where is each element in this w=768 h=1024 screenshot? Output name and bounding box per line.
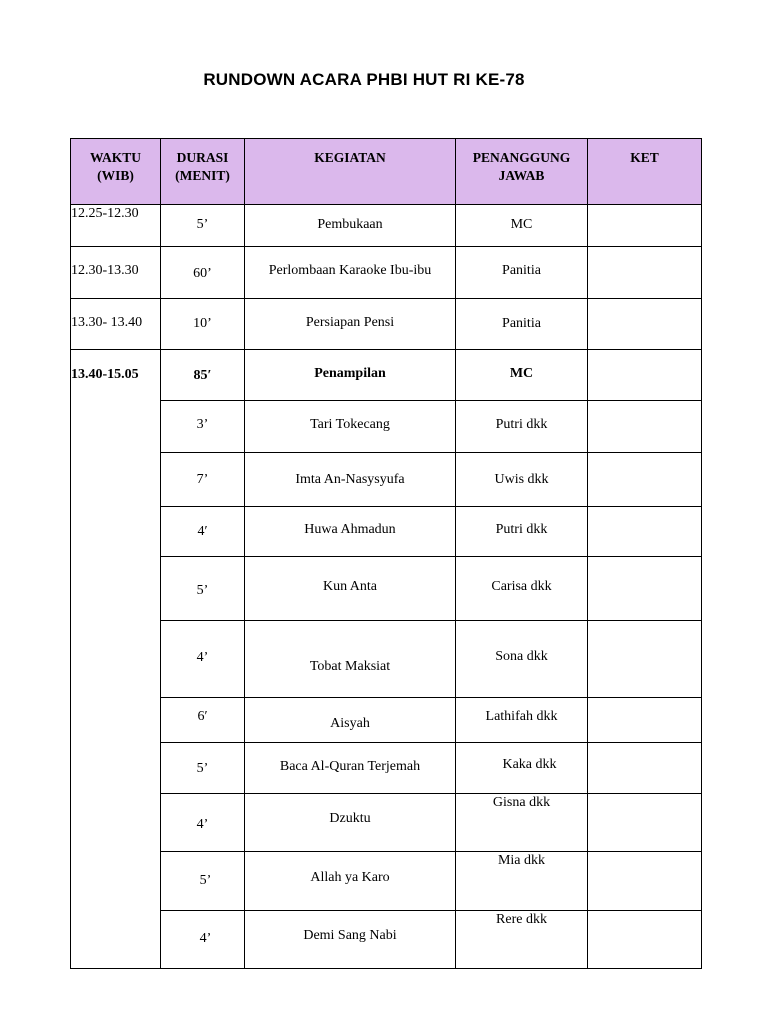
cell-ket — [588, 507, 702, 557]
cell-durasi: 6′ — [161, 698, 245, 743]
table-row — [71, 698, 702, 743]
cell-durasi: 3’ — [161, 401, 245, 453]
header-ket — [588, 139, 702, 205]
cell-durasi: 4′ — [161, 507, 245, 557]
cell-durasi: 5’ — [161, 852, 245, 911]
cell-waktu: 13.30- 13.40 — [71, 299, 161, 350]
header-waktu-line1: WAKTU — [89, 150, 141, 165]
cell-waktu: 12.25-12.30 — [71, 205, 161, 247]
cell-kegiatan: Persiapan Pensi — [245, 299, 456, 350]
cell-penanggung-jawab: MC — [456, 205, 588, 247]
table-row — [71, 557, 702, 621]
cell-penanggung-jawab: Putri dkk — [456, 507, 588, 557]
cell-durasi: 60’ — [161, 247, 245, 299]
table-row — [71, 852, 702, 911]
table-row — [71, 911, 702, 969]
cell-durasi: 85′ — [161, 350, 245, 401]
header-pj-line2: JAWAB — [498, 168, 545, 183]
header-durasi — [161, 139, 245, 205]
cell-penanggung-jawab: Gisna dkk — [456, 794, 588, 852]
cell-kegiatan: Penampilan — [245, 350, 456, 401]
cell-ket — [588, 350, 702, 401]
cell-ket — [588, 299, 702, 350]
cell-ket — [588, 621, 702, 698]
cell-durasi: 7’ — [161, 453, 245, 507]
cell-ket — [588, 205, 702, 247]
cell-durasi: 4’ — [161, 794, 245, 852]
cell-penanggung-jawab: Panitia — [456, 247, 588, 299]
cell-ket — [588, 698, 702, 743]
table-row — [71, 507, 702, 557]
cell-durasi: 4’ — [161, 911, 245, 969]
cell-durasi: 5’ — [161, 205, 245, 247]
table-row — [71, 794, 702, 852]
cell-ket — [588, 557, 702, 621]
cell-kegiatan: Imta An-Nasysyufa — [245, 453, 456, 507]
cell-kegiatan: Huwa Ahmadun — [245, 507, 456, 557]
cell-kegiatan: Tari Tokecang — [245, 401, 456, 453]
cell-durasi: 4’ — [161, 621, 245, 698]
header-pj-line1: PENANGGUNG — [472, 150, 571, 165]
cell-penanggung-jawab: Putri dkk — [456, 401, 588, 453]
table-row — [71, 453, 702, 507]
cell-kegiatan: Tobat Maksiat — [245, 621, 456, 698]
header-kegiatan-label: KEGIATAN — [314, 150, 386, 165]
cell-waktu: 12.30-13.30 — [71, 247, 161, 299]
header-ket-label: KET — [630, 150, 659, 165]
table-header-row — [71, 139, 702, 205]
cell-ket — [588, 401, 702, 453]
rundown-table — [70, 138, 702, 969]
cell-durasi: 5’ — [161, 743, 245, 794]
cell-penanggung-jawab: Carisa dkk — [456, 557, 588, 621]
table-row — [71, 299, 702, 350]
header-durasi-line2: (MENIT) — [175, 168, 230, 183]
cell-penanggung-jawab: Kaka dkk — [456, 743, 588, 794]
table-row — [71, 350, 702, 401]
cell-kegiatan: Aisyah — [245, 698, 456, 743]
cell-kegiatan: Demi Sang Nabi — [245, 911, 456, 969]
cell-kegiatan: Baca Al-Quran Terjemah — [245, 743, 456, 794]
cell-penanggung-jawab: MC — [456, 350, 588, 401]
header-kegiatan — [245, 139, 456, 205]
cell-kegiatan: Kun Anta — [245, 557, 456, 621]
cell-penanggung-jawab: Panitia — [456, 299, 588, 350]
cell-durasi: 5’ — [161, 557, 245, 621]
cell-ket — [588, 852, 702, 911]
header-waktu-line2: (WIB) — [97, 168, 134, 183]
table-row — [71, 401, 702, 453]
table-row — [71, 743, 702, 794]
cell-penanggung-jawab: Lathifah dkk — [456, 698, 588, 743]
cell-penanggung-jawab: Mia dkk — [456, 852, 588, 911]
cell-ket — [588, 453, 702, 507]
cell-durasi: 10’ — [161, 299, 245, 350]
cell-waktu: 13.40-15.05 — [71, 350, 161, 969]
cell-penanggung-jawab: Sona dkk — [456, 621, 588, 698]
table-row — [71, 205, 702, 247]
cell-ket — [588, 743, 702, 794]
cell-kegiatan: Dzuktu — [245, 794, 456, 852]
cell-penanggung-jawab: Rere dkk — [456, 911, 588, 969]
cell-ket — [588, 247, 702, 299]
document-title: RUNDOWN ACARA PHBI HUT RI KE-78 — [203, 70, 525, 89]
header-penanggung-jawab — [456, 139, 588, 205]
cell-kegiatan: Pembukaan — [245, 205, 456, 247]
header-waktu — [71, 139, 161, 205]
cell-kegiatan: Allah ya Karo — [245, 852, 456, 911]
cell-kegiatan: Perlombaan Karaoke Ibu-ibu — [245, 247, 456, 299]
cell-ket — [588, 911, 702, 969]
header-durasi-line1: DURASI — [176, 150, 229, 165]
table-row — [71, 247, 702, 299]
cell-penanggung-jawab: Uwis dkk — [456, 453, 588, 507]
table-row — [71, 621, 702, 698]
cell-ket — [588, 794, 702, 852]
